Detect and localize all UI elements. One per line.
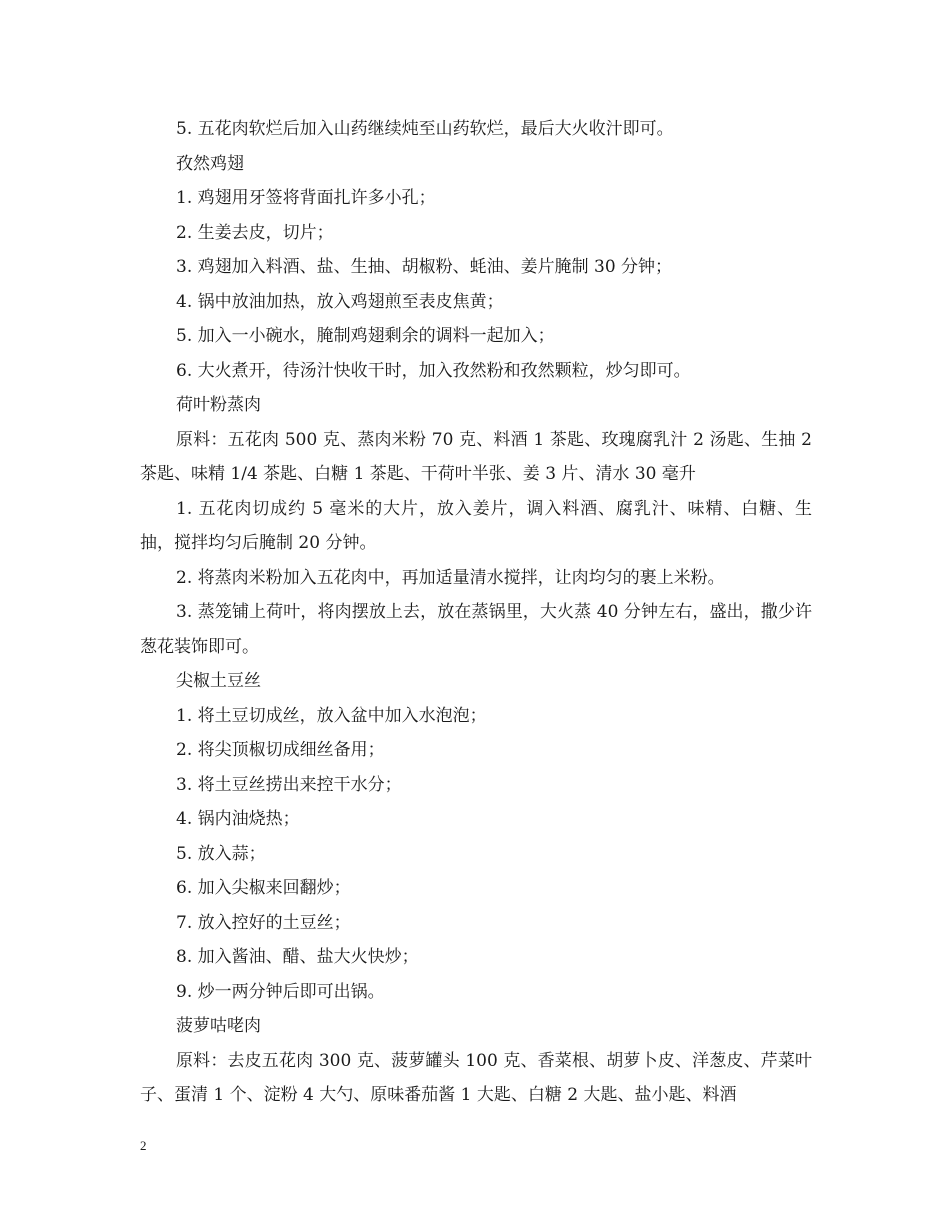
paragraph: 3. 将土豆丝捞出来控干水分； bbox=[176, 774, 402, 795]
paragraph: 7. 放入控好的土豆丝； bbox=[176, 912, 351, 933]
paragraph: 4. 锅内油烧热； bbox=[176, 809, 300, 829]
paragraph: 原料：五花肉 500 克、蒸肉米粉 70 克、料酒 1 茶匙、玫瑰腐乳汁 2 汤匙、生抽 2 茶匙、味精 1/4 茶匙、白糖 1 茶匙、干荷叶半张、姜 3 片、清水 30 毫升 bbox=[140, 429, 812, 484]
section-title: 孜然鸡翅 bbox=[176, 153, 244, 174]
paragraph: 6. 加入尖椒来回翻炒； bbox=[176, 878, 351, 898]
paragraph: 6. 大火煮开，待汤汁快收干时，加入孜然粉和孜然颗粒，炒匀即可。 bbox=[176, 360, 691, 381]
paragraph: 3. 蒸笼铺上荷叶，将肉摆放上去，放在蒸锅里，大火蒸 40 分钟左右，盛出，撒少许葱花装饰即可。 bbox=[140, 602, 812, 657]
paragraph: 4. 锅中放油加热，放入鸡翅煎至表皮焦黄； bbox=[176, 291, 504, 312]
paragraph: 2. 将尖顶椒切成细丝备用； bbox=[176, 740, 385, 760]
paragraph: 2. 将蒸肉米粉加入五花肉中，再加适量清水搅拌，让肉均匀的裹上米粉。 bbox=[176, 567, 725, 588]
paragraph: 3. 鸡翅加入料酒、盐、生抽、胡椒粉、蚝油、姜片腌制 30 分钟； bbox=[176, 257, 673, 277]
paragraph: 1. 五花肉切成约 5 毫米的大片，放入姜片，调入料酒、腐乳汁、味精、白糖、生抽，搅拌均匀后腌制 20 分钟。 bbox=[140, 498, 812, 553]
paragraph: 1. 将土豆切成丝，放入盆中加入水泡泡； bbox=[176, 705, 487, 726]
section-title: 菠萝咕咾肉 bbox=[176, 1016, 261, 1036]
paragraph: 5. 五花肉软烂后加入山药继续炖至山药软烂，最后大火收汁即可。 bbox=[176, 119, 674, 139]
paragraph: 5. 放入蒜； bbox=[176, 843, 266, 864]
paragraph: 原料：去皮五花肉 300 克、菠萝罐头 100 克、香菜根、胡萝卜皮、洋葱皮、芹菜叶子、蛋清 1 个、淀粉 4 大勺、原味番茄酱 1 大匙、白糖 2 大匙、盐小匙、料酒 bbox=[140, 1050, 812, 1105]
paragraph: 8. 加入酱油、醋、盐大火快炒； bbox=[176, 947, 419, 967]
document-body bbox=[140, 112, 812, 1113]
paragraph: 2. 生姜去皮，切片； bbox=[176, 222, 334, 243]
section-title: 尖椒土豆丝 bbox=[176, 671, 261, 691]
page-number: 2 bbox=[140, 1138, 147, 1153]
paragraph: 1. 鸡翅用牙签将背面扎许多小孔； bbox=[176, 188, 436, 208]
section-title: 荷叶粉蒸肉 bbox=[176, 395, 261, 415]
paragraph: 9. 炒一两分钟后即可出锅。 bbox=[176, 981, 385, 1002]
paragraph: 5. 加入一小碗水，腌制鸡翅剩余的调料一起加入； bbox=[176, 326, 555, 346]
